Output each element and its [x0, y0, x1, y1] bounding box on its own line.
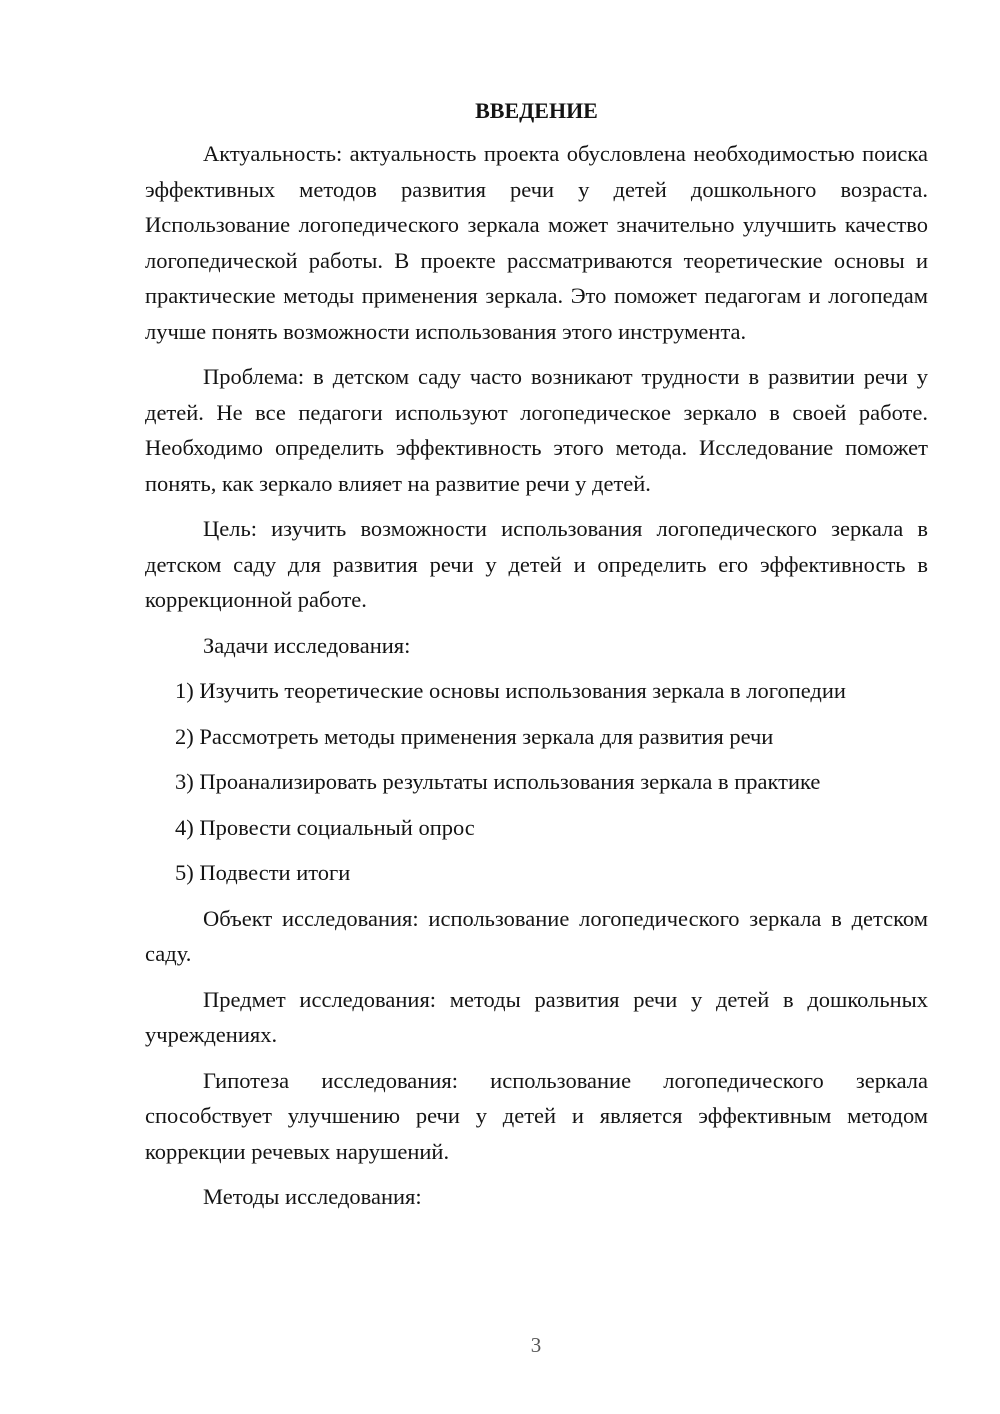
paragraph-hypothesis: Гипотеза исследования: использование логопедического зеркала способствует улучшению речи у детей и является эффективным методом коррекции речевых нарушений. — [145, 1067, 928, 1164]
paragraph-relevance: Актуальность: актуальность проекта обусловлена необходимостью поиска эффективных методов развития речи у детей дошкольного возраста. Использование логопедического зеркала может значительно улучшить качество логопедической работы. В проекте рассматриваются теоретические основы и практические методы применения зеркала. Это поможет педагогам и логопедам лучше понять возможности использования этого инструмента. — [145, 141, 928, 344]
tasks-list — [145, 673, 928, 891]
paragraph-goal: Цель: изучить возможности использования логопедического зеркала в детском саду для развития речи у детей и определить его эффективность в коррекционной работе. — [145, 516, 928, 612]
page-number: 3 — [530, 1333, 542, 1357]
page-content — [145, 94, 928, 1225]
section-heading: ВВЕДЕНИЕ — [475, 98, 598, 123]
paragraph-methods-intro: Методы исследования: — [203, 1184, 422, 1209]
paragraph-tasks-intro: Задачи исследования: — [203, 632, 411, 658]
list-item: 1) Изучить теоретические основы использования зеркала в логопедии — [175, 678, 846, 703]
list-item: 2) Рассмотреть методы применения зеркала для развития речи — [175, 723, 774, 749]
list-item: 3) Проанализировать результаты использования зеркала в практике — [175, 769, 821, 794]
paragraph-object: Объект исследования: использование логопедического зеркала в детском саду. — [145, 905, 928, 966]
list-item: 5) Подвести итоги — [175, 860, 351, 885]
list-item: 4) Провести социальный опрос — [175, 814, 475, 840]
paragraph-subject: Предмет исследования: методы развития речи у детей в дошкольных учреждениях. — [145, 986, 928, 1047]
paragraph-problem: Проблема: в детском саду часто возникают трудности в развитии речи у детей. Не все педагоги используют логопедическое зеркало в своей работе. Необходимо определить эффективность этого метода. Исследование поможет понять, как зеркало влияет на развитие речи у детей. — [145, 364, 928, 496]
